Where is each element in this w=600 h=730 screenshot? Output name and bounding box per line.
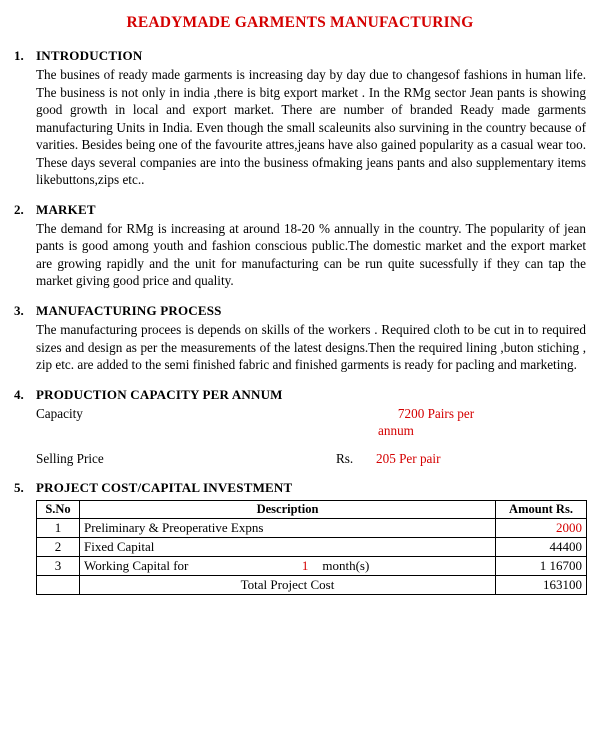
cell-total-label: Total Project Cost [80, 576, 496, 595]
cell-sno: 1 [37, 519, 80, 538]
section-body: The demand for RMg is increasing at around 18-20 % annually in the country. The popularity of jean pants is good among youth and fashion conscious public.The domestic market and the export market are growing rapidly and the unit for manufacturing can be run quite sucessfully if they can tap the market giving good price and quality. [36, 220, 586, 289]
capacity-value-continued: annum [378, 422, 414, 438]
section-project-cost [14, 480, 586, 595]
cell-total-amount: 163100 [496, 576, 587, 595]
table-header-row [37, 501, 587, 519]
cell-description-unit: month(s) [322, 558, 370, 574]
cell-description: Fixed Capital [80, 538, 496, 557]
section-title: INTRODUCTION [36, 48, 143, 63]
cell-sno: 2 [37, 538, 80, 557]
capacity-row [36, 405, 586, 422]
section-title: MARKET [36, 201, 96, 217]
table-total-row [37, 576, 587, 595]
cell-description: Preliminary & Preoperative Expns [80, 519, 496, 538]
column-header-description: Description [80, 501, 496, 519]
section-number: 2. [14, 201, 24, 217]
page-title: READYMADE GARMENTS MANUFACTURING [126, 14, 474, 31]
project-cost-table [36, 500, 587, 595]
selling-price-currency: Rs. [336, 450, 354, 466]
cell-amount: 1 16700 [496, 557, 587, 576]
section-number: 5. [14, 480, 24, 496]
section-heading-row [14, 387, 586, 403]
selling-price-label: Selling Price [36, 450, 104, 466]
section-heading-row [14, 303, 586, 319]
cell-description-months: 1 [301, 558, 309, 574]
cell-amount: 44400 [496, 538, 587, 557]
cell-amount: 2000 [496, 519, 587, 538]
capacity-value: 7200 Pairs per [397, 405, 475, 421]
section-heading-row [14, 202, 586, 218]
capacity-table [36, 405, 586, 467]
section-title: MANUFACTURING PROCESS [36, 303, 222, 319]
column-header-amount: Amount Rs. [496, 501, 587, 519]
section-manufacturing-process [14, 303, 586, 374]
section-number: 1. [14, 48, 24, 63]
section-production-capacity [14, 387, 586, 467]
capacity-row [36, 450, 586, 467]
cell-sno: 3 [37, 557, 80, 576]
selling-price-value: 205 Per pair [376, 450, 441, 466]
section-heading-row [14, 480, 586, 496]
cell-description-text: Working Capital for [84, 558, 189, 574]
section-number: 3. [14, 303, 24, 319]
column-header-sno: S.No [37, 501, 80, 519]
cell-description [80, 557, 496, 576]
section-number: 4. [14, 386, 24, 402]
section-title: PRODUCTION CAPACITY PER ANNUM [36, 386, 283, 402]
table-row [37, 557, 587, 576]
section-body: The busines of ready made garments is increasing day by day due to changesof fashions in human life. The business is not only in india ,there is bitg export market . In the RMg sector Jean pants is showing good growth in local and export market. There are number of branded Ready made garments manufacturing Units in India. Even though the small scaleunits also survining in the country because of varities. Besides being one of the favourite attres,jeans have also gained popularity as a casual wear too. These days several companies are into the business ofmaking jeans pants and also supplementary items likebuttons,zips etc.. [36, 67, 586, 188]
section-title: PROJECT COST/CAPITAL INVESTMENT [36, 480, 293, 496]
table-row [37, 519, 587, 538]
spacer [36, 439, 586, 450]
capacity-label: Capacity [36, 405, 83, 421]
section-body: The manufacturing procees is depends on skills of the workers . Required cloth to be cut in to required sizes and design as per the measurements of the latest designs.Then the required lining ,buton stiching , zip etc. are added to the semi finished fabric and finished garments is ready for pacling and marketing. [36, 322, 586, 373]
cell-sno-empty [37, 576, 80, 595]
section-market [14, 202, 586, 290]
section-introduction [14, 48, 586, 189]
section-heading-row [14, 48, 586, 64]
table-row [37, 538, 587, 557]
